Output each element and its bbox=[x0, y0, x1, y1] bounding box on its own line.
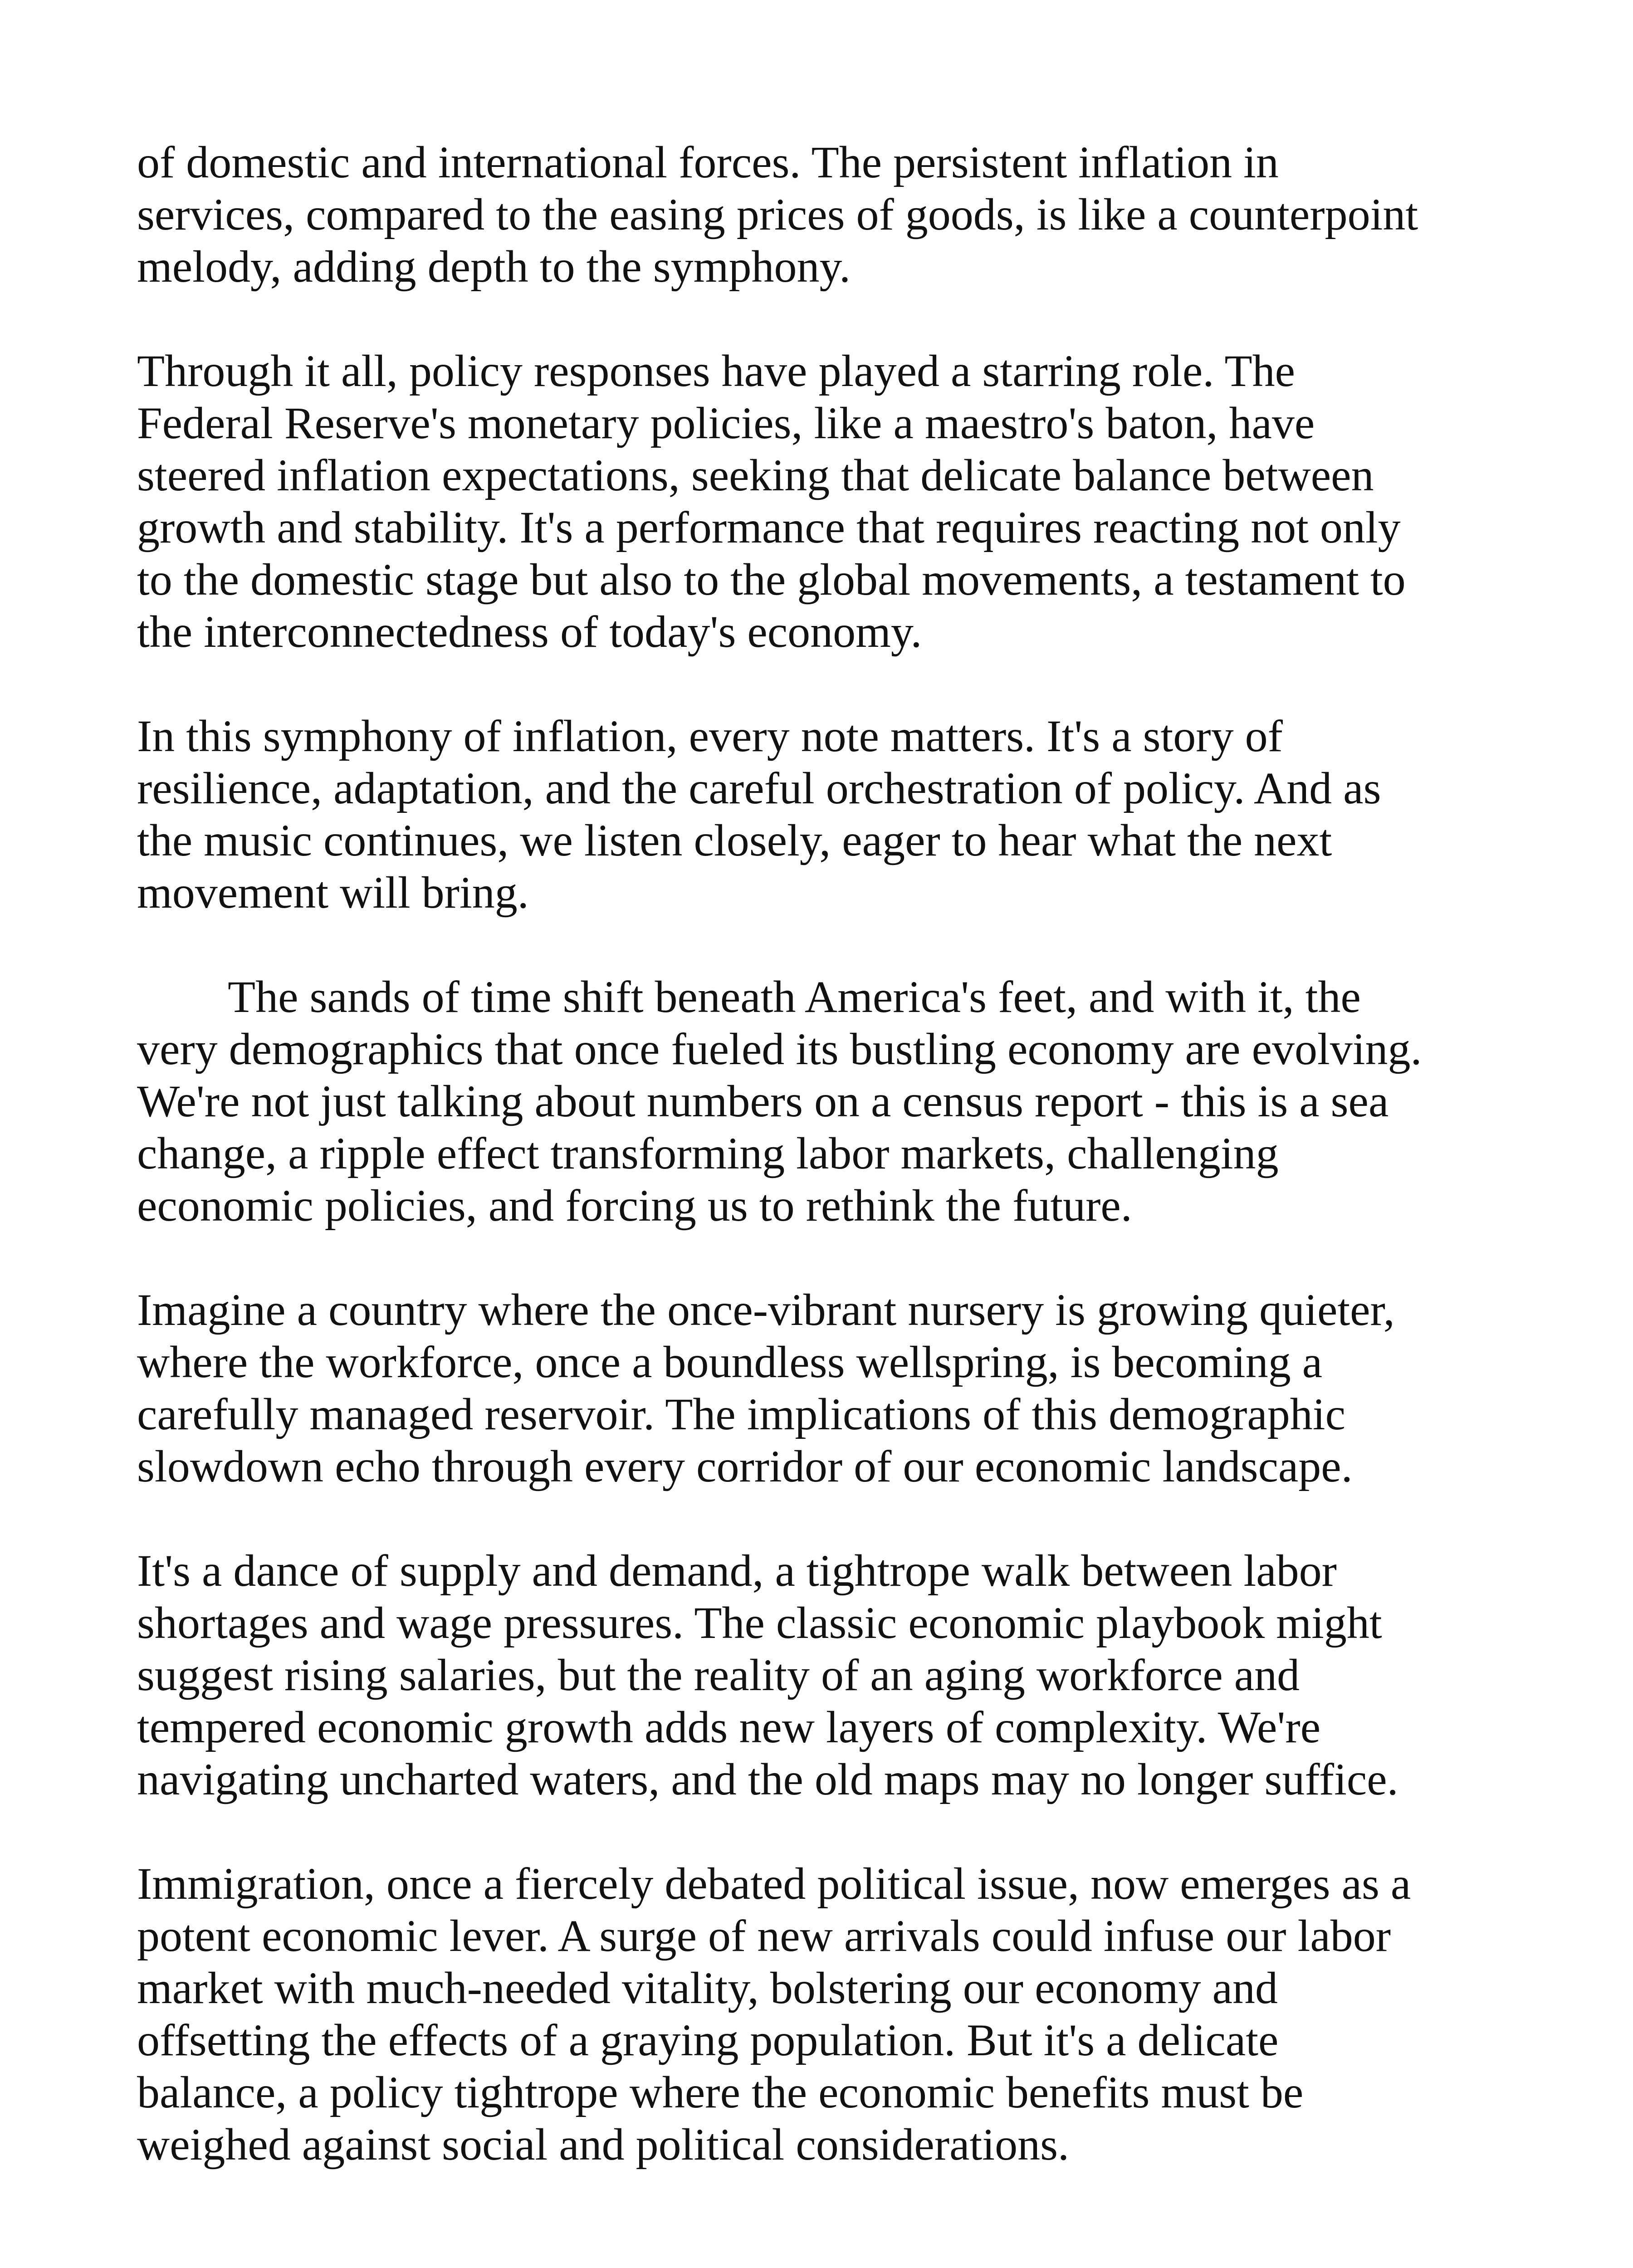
body-text bbox=[137, 136, 1466, 2223]
paragraph-workforce-reservoir: Imagine a country where the once-vibrant nursery is growing quieter, where the workforce, once a boundless wellspring, is becoming a carefully managed reservoir. The implications of this demographic slowdown echo through every corridor of our economic landscape. bbox=[137, 1285, 1395, 1491]
paragraph-inflation-forces: of domestic and international forces. The persistent inflation in services, compared to the easing prices of goods, is like a counterpoint melody, adding depth to the symphony. bbox=[137, 137, 1418, 292]
paragraph-policy-responses: Through it all, policy responses have played a starring role. The Federal Reserve's monetary policies, like a maestro's baton, have steered inflation expectations, seeking that delicate balance between growth and stability. It's a performance that requires reacting not only to the domestic stage but also to the global movements, a testament to the interconnectedness of today's economy. bbox=[137, 346, 1406, 657]
paragraph-supply-and-demand: It's a dance of supply and demand, a tightrope walk between labor shortages and wage pressures. The classic economic playbook might suggest rising salaries, but the reality of an aging workforce and tempered economic growth adds new layers of complexity. We're navigating uncharted waters, and the old maps may no longer suffice. bbox=[137, 1545, 1398, 1804]
paragraph-demographics: The sands of time shift beneath America's feet, and with it, the very demographics that once fueled its bustling economy are evolving. We're not just talking about numbers on a census report - this is a sea change, a ripple effect transforming labor markets, challenging economic policies, and forcing us to rethink the future. bbox=[137, 972, 1422, 1231]
paragraph-immigration: Immigration, once a fiercely debated political issue, now emerges as a potent economic lever. A surge of new arrivals could infuse our labor market with much-needed vitality, bolstering our economy and offsetting the effects of a graying population. But it's a delicate balance, a policy tightrope where the economic benefits must be weighed against social and political considerations. bbox=[137, 1858, 1411, 2170]
paragraph-symphony-of-inflation: In this symphony of inflation, every note matters. It's a story of resilience, adaptation, and the careful orchestration of policy. And as the music continues, we listen closely, eager to hear what the next movement will bring. bbox=[137, 711, 1381, 918]
